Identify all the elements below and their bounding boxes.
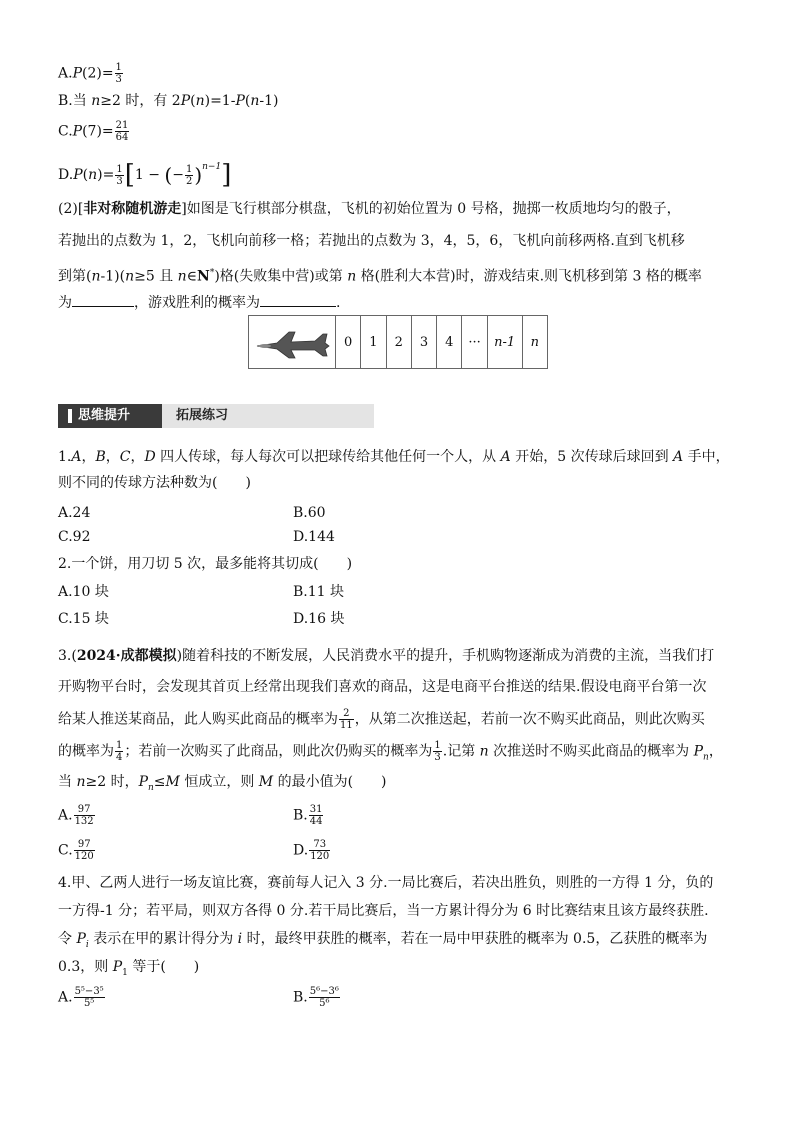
math-text: )= xyxy=(97,167,115,183)
option-label: B. xyxy=(293,989,308,1006)
problem-2-line-4 xyxy=(58,292,340,314)
fraction xyxy=(309,986,340,1009)
q2-option-b[interactable]: B.11 块 xyxy=(293,584,345,600)
fraction xyxy=(74,804,95,827)
math-var: P xyxy=(72,65,82,82)
board-cell: 2 xyxy=(387,316,412,368)
option-b xyxy=(58,90,278,112)
math-var: n xyxy=(250,93,260,109)
math-var: n xyxy=(76,774,86,790)
fraction xyxy=(433,740,441,763)
numerator: 73 xyxy=(309,839,330,851)
math-text: ( xyxy=(244,93,251,109)
math-set: N xyxy=(197,268,210,285)
question-text: 手中， xyxy=(683,449,730,465)
bracket: ] xyxy=(221,160,232,190)
subscript: i xyxy=(85,939,89,950)
denominator: 3 xyxy=(115,74,122,85)
math-var: M xyxy=(165,774,180,790)
q4-option-a[interactable] xyxy=(58,986,106,1009)
problem-text: ]如图是飞行棋部分棋盘，飞机的初始位置为 0 号格，抛掷一枚质地均匀的骰子， xyxy=(181,201,681,217)
question-text: 等于( ) xyxy=(127,959,200,975)
denominator: 4 xyxy=(116,752,123,763)
denominator: 2 xyxy=(185,175,193,187)
q3-line-3 xyxy=(58,708,705,731)
numerator: 1 xyxy=(434,740,441,751)
question-text: 3.( xyxy=(58,648,77,664)
q4-line-1: 4.甲、乙两人进行一场友谊比赛，赛前每人记入 3 分.一局比赛后，若决出胜负，则胜的一方得 1 分，负的 xyxy=(58,875,714,891)
option-a xyxy=(58,62,124,85)
question-text: .记第 xyxy=(442,743,480,760)
numerator: 21 xyxy=(115,120,129,131)
problem-text: ≥5 且 xyxy=(134,268,178,285)
board-cell: 0 xyxy=(336,316,361,368)
question-source: 2024·成都模拟 xyxy=(76,648,177,664)
math-var: A xyxy=(500,449,511,465)
q3-option-d[interactable] xyxy=(293,839,331,862)
problem-text: -1)( xyxy=(100,268,126,285)
q3-option-c[interactable] xyxy=(58,839,96,862)
fraction xyxy=(309,839,330,862)
numerator: 97 xyxy=(74,804,95,816)
problem-text: . xyxy=(336,295,341,311)
paren: ) xyxy=(194,163,203,187)
denominator: 64 xyxy=(115,132,129,143)
numerator: 1 xyxy=(116,163,123,175)
section-marker-icon xyxy=(68,409,72,423)
math-var: A xyxy=(673,449,684,465)
math-var: n xyxy=(88,167,98,183)
denominator: 3 xyxy=(434,752,441,763)
answer-blank-1[interactable] xyxy=(72,292,134,307)
exponent: n−1 xyxy=(202,162,222,172)
math-var: P xyxy=(72,123,83,140)
board-plane-cell xyxy=(249,316,336,368)
option-label: C. xyxy=(58,123,73,140)
problem-text: 格(胜利大本营)时，游戏结束.则飞机移到第 3 格的概率 xyxy=(356,268,702,285)
math-text: 1 − xyxy=(134,167,165,183)
math-var: P xyxy=(73,167,83,183)
numerator: 31 xyxy=(309,804,323,815)
q1-option-b[interactable]: B.60 xyxy=(293,505,326,521)
numerator: 1 xyxy=(115,62,122,73)
fraction xyxy=(115,740,123,763)
fraction xyxy=(115,62,123,85)
math-var: P xyxy=(180,93,191,109)
option-label: A. xyxy=(58,807,73,824)
q2-option-a[interactable]: A.10 块 xyxy=(58,584,109,600)
fraction xyxy=(309,804,324,827)
math-var: P xyxy=(138,774,148,790)
denominator: 3 xyxy=(116,175,123,187)
q3-line-1 xyxy=(58,645,714,667)
q4-option-b[interactable] xyxy=(293,986,341,1009)
problem-text: ∈ xyxy=(186,268,198,285)
option-c xyxy=(58,120,130,143)
question-text: 恒成立，则 xyxy=(179,774,259,790)
section-header xyxy=(58,404,374,428)
fraction xyxy=(74,986,105,1009)
question-text: 次推送时不购买此商品的概率为 xyxy=(488,743,694,760)
numerator: 2 xyxy=(339,708,354,720)
bracket: [ xyxy=(124,160,135,190)
q1-option-d[interactable]: D.144 xyxy=(293,529,335,545)
option-text: B.当 xyxy=(58,93,92,109)
math-var: A xyxy=(71,449,82,465)
fraction xyxy=(115,120,130,143)
math-text: ( xyxy=(82,167,89,183)
math-var: P xyxy=(76,931,86,947)
answer-blank-2[interactable] xyxy=(260,292,336,307)
math-var: n xyxy=(125,268,135,285)
math-text: − xyxy=(172,167,184,183)
numerator: 1 xyxy=(185,163,193,175)
board-cell: 1 xyxy=(361,316,386,368)
math-var: n xyxy=(195,93,205,109)
q2-option-c[interactable]: C.15 块 xyxy=(58,611,109,627)
problem-tag: 非对称随机游走 xyxy=(83,201,182,217)
question-text: 0.3，则 xyxy=(58,959,113,975)
q1-line-1 xyxy=(58,446,730,468)
math-var: M xyxy=(258,774,274,790)
math-text: ( xyxy=(190,93,196,109)
superscript: * xyxy=(209,268,215,278)
problem-text: 到第( xyxy=(58,268,92,285)
section-title-box xyxy=(58,404,162,428)
math-var: P xyxy=(693,743,704,760)
board-cell: 4 xyxy=(437,316,462,368)
fraction xyxy=(185,164,193,187)
question-text: 时，最终甲获胜的概率，若在一局中甲获胜的概率为 0.5，乙获胜的概率为 xyxy=(242,931,708,947)
problem-label: (2)[ xyxy=(58,201,84,217)
problem-text: 为 xyxy=(58,295,72,311)
numerator: 5⁵−3⁵ xyxy=(74,986,104,997)
fraction xyxy=(339,708,354,731)
math-text: (7)= xyxy=(82,123,114,140)
q1-option-c[interactable]: C.92 xyxy=(58,529,91,545)
q1-line-2: 则不同的传球方法种数为( ) xyxy=(58,475,251,491)
math-var: n xyxy=(91,268,101,285)
denominator: 120 xyxy=(310,851,330,862)
airplane-icon xyxy=(249,316,335,368)
question-text: ≥2 时， xyxy=(85,774,139,790)
option-label: B. xyxy=(293,807,308,824)
problem-2-line-1 xyxy=(58,198,681,220)
q3-line-4 xyxy=(58,740,723,768)
math-var: D xyxy=(144,449,156,465)
board-cell: n-1 xyxy=(488,316,523,368)
question-text: 1. xyxy=(58,449,72,465)
q1-option-a[interactable]: A.24 xyxy=(58,505,91,521)
option-d xyxy=(58,156,232,190)
numerator: 97 xyxy=(74,839,95,851)
q2-line-1: 2.一个饼，用刀切 5 次，最多能将其切成( ) xyxy=(58,556,353,572)
question-text: ， xyxy=(81,449,96,465)
option-label: A. xyxy=(58,989,73,1006)
problem-2-line-3 xyxy=(58,262,702,288)
subscript: n xyxy=(703,752,709,763)
math-text: (2)= xyxy=(81,65,114,82)
q3-line-5 xyxy=(58,771,387,799)
question-text: 四人传球，每人每次可以把球传给其他任何一个人，从 xyxy=(155,449,501,465)
math-var: B xyxy=(95,449,106,465)
problem-text: )格(失败集中营)或第 xyxy=(214,268,348,285)
denominator: 44 xyxy=(309,816,323,827)
board-cell: ··· xyxy=(462,316,487,368)
board-cell: 3 xyxy=(412,316,437,368)
question-text: ；若前一次购买了此商品，则此次仍购买的概率为 xyxy=(124,743,433,760)
math-var: n xyxy=(91,93,101,109)
question-text: ， xyxy=(130,449,145,465)
math-var: C xyxy=(119,449,131,465)
math-var: n xyxy=(177,268,187,285)
denominator: 132 xyxy=(74,816,94,827)
numerator: 5⁶−3⁶ xyxy=(309,986,339,997)
denominator: 11 xyxy=(340,720,353,731)
question-text: 令 xyxy=(58,931,77,947)
question-text: ， xyxy=(105,449,120,465)
subscript: 1 xyxy=(122,967,128,978)
q2-option-d[interactable]: D.16 块 xyxy=(293,611,345,627)
math-var: P xyxy=(112,959,123,975)
fraction xyxy=(74,839,95,862)
section-title: 思维提升 xyxy=(78,408,131,423)
q3-option-b[interactable] xyxy=(293,804,324,827)
option-text: ≥2 时，有 2 xyxy=(100,93,181,109)
denominator: 5⁵ xyxy=(83,998,95,1009)
board-cell: n xyxy=(530,334,540,350)
numerator: 1 xyxy=(116,740,123,751)
option-label: A. xyxy=(58,65,73,82)
math-text: )=1- xyxy=(204,93,236,109)
q3-option-a[interactable] xyxy=(58,804,96,827)
fraction xyxy=(115,164,123,187)
denominator: 120 xyxy=(74,851,94,862)
subscript: n xyxy=(148,782,154,793)
question-text: 的最小值为( ) xyxy=(273,774,387,790)
math-var: n xyxy=(347,268,357,285)
q4-line-4 xyxy=(58,956,199,984)
math-text: -1) xyxy=(259,93,279,109)
math-var: i xyxy=(237,931,243,947)
question-text: 开始，5 次传球后球回到 xyxy=(510,449,674,465)
problem-text: ，游戏胜利的概率为 xyxy=(134,295,260,311)
option-label: D. xyxy=(293,842,309,859)
math-var: P xyxy=(235,93,245,109)
q4-line-2: 一方得-1 分；若平局，则双方各得 0 分.若干局比赛后，当一方累计得分为 6 时比赛结束且该方最终获胜. xyxy=(58,903,709,919)
q3-line-2: 开购物平台时，会发现其首页上经常出现我们喜欢的商品，这是电商平台推送的结果.假设电商平台第一次 xyxy=(58,679,707,695)
question-text: )随着科技的不断发展，人民消费水平的提升，手机购物逐渐成为消费的主流，当我们打 xyxy=(176,648,715,664)
section-subtitle: 拓展练习 xyxy=(176,408,229,423)
question-text: 当 xyxy=(58,774,77,790)
question-text: ，从第二次推送起，若前一次不购买此商品，则此次购买 xyxy=(354,711,705,728)
question-text: 表示在甲的累计得分为 xyxy=(88,931,238,947)
option-label: C. xyxy=(58,842,73,859)
denominator: 5⁶ xyxy=(319,998,330,1009)
question-text: ， xyxy=(708,743,723,760)
q4-line-3 xyxy=(58,928,707,956)
question-text: 给某人推送某商品，此人购买此商品的概率为 xyxy=(58,711,338,728)
math-var: n xyxy=(479,743,489,760)
problem-2-line-2: 若抛出的点数为 1，2，飞机向前移一格；若抛出的点数为 3，4，5，6，飞机向前移两格.直到飞机移 xyxy=(58,233,685,249)
flight-chess-board xyxy=(248,315,548,369)
paren: ( xyxy=(164,163,173,187)
question-text: 的概率为 xyxy=(58,743,114,760)
option-label: D. xyxy=(58,167,74,183)
question-text: ≤ xyxy=(153,774,166,790)
